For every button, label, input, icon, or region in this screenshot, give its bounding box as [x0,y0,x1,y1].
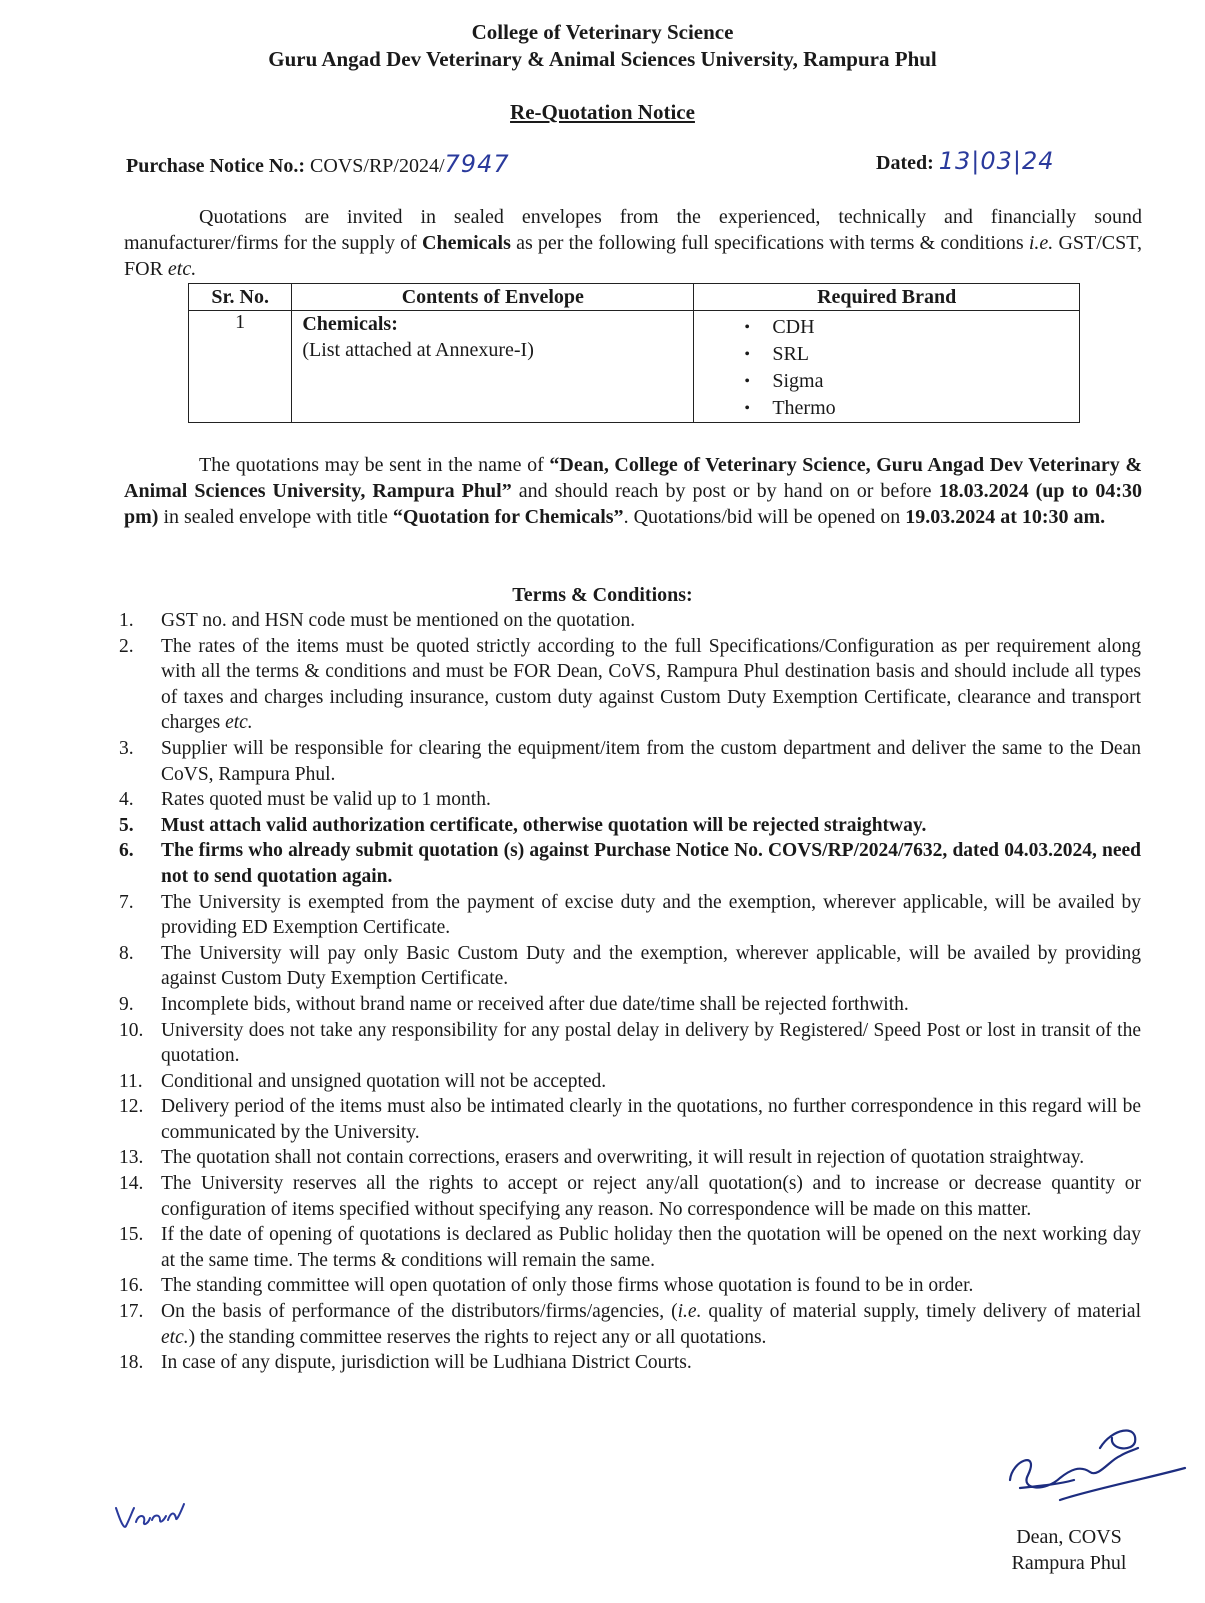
term-number: 4. [119,789,134,811]
term-italic: etc. [161,1326,189,1348]
signatory-block [994,1524,1144,1576]
term-text: On the basis of performance of the distributors/firms/agencies, ( [161,1301,678,1323]
table-row [189,311,1080,423]
list-item [115,941,1141,992]
purchase-notice-label: Purchase Notice No.: [126,155,306,177]
list-item [115,1299,1141,1350]
dated-line [876,147,1055,175]
term-text: The quotation shall not contain corrections, erasers and overwriting, it will result in rejection of quotation straightway. [161,1147,1085,1169]
term-text: In case of any dispute, jurisdiction will be Ludhiana District Courts. [161,1352,692,1374]
intro-bold-chemicals: Chemicals [422,232,511,254]
term-number: 2. [119,635,134,657]
list-item [115,992,1141,1018]
term-number: 3. [119,737,134,759]
term-number: 9. [119,993,134,1015]
term-italic: i.e. [677,1301,702,1323]
dated-handwritten-value: 13|03|24 [938,147,1055,175]
list-item [115,813,1141,839]
intro-italic-ie: i.e. [1028,232,1054,254]
terms-list [115,608,1141,1376]
header-brand: Required Brand [694,284,1080,311]
term-text: quality of material supply, timely delivery of material [701,1301,1141,1323]
intro-text-3: GST/CST, FOR [124,232,1142,280]
term-italic: etc. [225,712,253,734]
term-text: Rates quoted must be valid up to 1 month. [161,789,491,811]
purchase-notice-handwritten-number: 7947 [444,150,510,178]
university-name: Guru Angad Dev Veterinary & Animal Sciences University, Rampura Phul [268,47,937,71]
term-number: 13. [119,1147,144,1169]
term-text: Supplier will be responsible for clearing the equipment/item from the custom department and deliver the same to the Dean CoVS, Rampura Phul. [161,737,1141,785]
term-number: 14. [119,1173,144,1195]
submission-paragraph [124,452,1142,530]
intro-text-2: as per the following full specifications with terms & conditions [510,232,1029,254]
envelope-table [188,283,1080,423]
header-contents: Contents of Envelope [292,284,694,311]
term-text: The University is exempted from the payment of excise duty and the exemption, wherever applicable, will be availed by providing ED Exemption Certificate. [161,891,1141,939]
list-item [115,1222,1141,1273]
cell-sr-no: 1 [189,311,292,423]
brand-item: • Thermo [744,395,1069,422]
term-text: The firms who already submit quotation (s) against Purchase Notice No. COVS/RP/2024/7632, dated 04.03.2024, need not to send quotation again. [161,840,1141,887]
term-text: Conditional and unsigned quotation will not be accepted. [161,1070,607,1092]
term-number: 8. [119,942,134,964]
list-item [115,1171,1141,1222]
term-text: The rates of the items must be quoted strictly according to the full Specifications/Configuration as per requirement along with all the terms & conditions and must be FOR Dean, CoVS, Rampura Phul destination basis and should include all types of taxes and charges including insurance, custom duty against Custom Duty Exemption Certificate, clearance and transport charges [161,635,1141,734]
intro-text-1: Quotations are invited in sealed envelopes from the experienced, technically and financially sound manufacturer/firms for the supply of [124,206,1142,254]
list-item [115,1145,1141,1171]
notice-title [0,100,1205,125]
term-number: 1. [119,610,134,631]
term-text: Must attach valid authorization certificate, otherwise quotation will be rejected straightway. [161,814,927,836]
term-text: GST no. and HSN code must be mentioned on the quotation. [161,610,636,631]
term-text: University does not take any responsibility for any postal delay in delivery by Registered/ Speed Post or lost in transit of the quotation. [161,1019,1141,1067]
list-item [115,1273,1141,1299]
term-number: 16. [119,1275,144,1297]
contents-title: Chemicals: [302,313,398,335]
term-number: 12. [119,1096,144,1118]
submission-text-2: and should reach by post or by hand on or before [511,480,939,502]
cell-contents [292,311,694,423]
header-sr-no: Sr. No. [189,284,292,311]
college-name: College of Veterinary Science [471,20,734,44]
terms-title: Terms & Conditions: [512,584,693,606]
list-item [115,736,1141,787]
term-text: The University will pay only Basic Custom Duty and the exemption, wherever applicable, will be availed by providing against Custom Duty Exemption Certificate. [161,942,1141,990]
submission-bold-title: “Quotation for Chemicals” [392,506,624,528]
term-number: 10. [119,1019,144,1041]
list-item [115,890,1141,941]
intro-italic-etc: etc. [167,258,197,280]
notice-title-text: Re-Quotation Notice [510,100,695,124]
term-text: If the date of opening of quotations is declared as Public holiday then the quotation will be opened on the next working day at the same time. The terms & conditions will remain the same. [161,1224,1141,1271]
term-text: The University reserves all the rights to accept or reject any/all quotation(s) and to increase or decrease quantity or configuration of items specified without specifying any reason. No correspondence will be made on this matter. [161,1173,1141,1220]
signature-image [1000,1420,1190,1520]
signatory-title: Dean, COVS [1016,1526,1122,1548]
submission-text-1: The quotations may be sent in the name of [199,454,550,476]
handwritten-initial-image [110,1490,190,1540]
submission-bold-opening: 19.03.2024 at 10:30 am. [905,506,1106,528]
list-item [115,838,1141,889]
list-item [115,634,1141,736]
submission-bold-addressee: “Dean, College of Veterinary Science, Guru Angad Dev Veterinary & Animal Sciences University, Rampura Phul” [124,454,1142,502]
brand-list [704,311,1069,422]
intro-paragraph [124,204,1142,282]
term-number: 5. [119,814,134,836]
term-text: The standing committee will open quotation of only those firms whose quotation is found to be in order. [161,1275,974,1297]
brand-item: • Sigma [744,368,1069,395]
term-number: 15. [119,1224,144,1246]
term-number: 7. [119,891,134,913]
submission-bold-deadline: 18.03.2024 (up to 04:30 pm) [124,480,1142,528]
table-header-row [189,284,1080,311]
list-item [115,1094,1141,1145]
list-item [115,1018,1141,1069]
list-item [115,1069,1141,1095]
term-number: 6. [119,840,134,862]
list-item [115,608,1141,634]
brand-item: • SRL [744,341,1069,368]
submission-text-4: . Quotations/bid will be opened on [623,506,906,528]
submission-text-3: in sealed envelope with title [158,506,393,528]
term-number: 17. [119,1301,144,1323]
dated-label: Dated: [876,152,934,174]
term-number: 18. [119,1352,144,1374]
purchase-notice-prefix: COVS/RP/2024/ [310,155,445,177]
term-number: 11. [119,1070,143,1092]
list-item [115,1350,1141,1376]
brand-item: • CDH [744,314,1069,341]
term-text: Incomplete bids, without brand name or received after due date/time shall be rejected forthwith. [161,993,909,1015]
term-text: ) the standing committee reserves the rights to reject any or all quotations. [188,1326,767,1348]
cell-brands [694,311,1080,423]
list-item [115,787,1141,813]
contents-note: (List attached at Annexure-I) [302,339,534,361]
signatory-location: Rampura Phul [1011,1552,1127,1574]
term-text: Delivery period of the items must also be intimated clearly in the quotations, no further correspondence in this regard will be communicated by the University. [161,1096,1141,1143]
